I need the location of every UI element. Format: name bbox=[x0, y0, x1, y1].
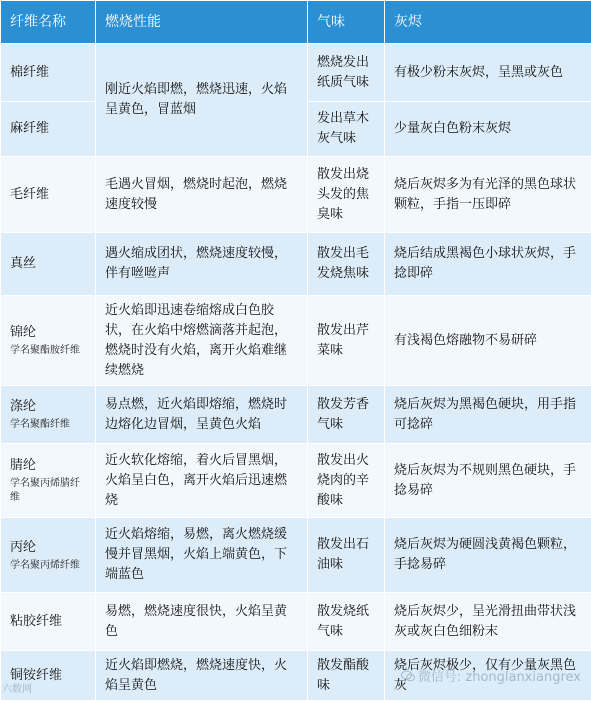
cell-name bbox=[1, 518, 96, 593]
cell-name bbox=[1, 296, 96, 386]
cell-ash: 烧后灰烬为不规则黑色硬块，手捻易碎 bbox=[385, 444, 591, 518]
fiber-name: 铜铵纤维 bbox=[10, 666, 86, 686]
cell-ash: 烧后灰烬为硬圆浅黄褐色颗粒，手捻易碎 bbox=[385, 518, 591, 593]
table-row-acrylic bbox=[1, 444, 591, 518]
header-row bbox=[1, 1, 591, 44]
header-name: 纤维名称 bbox=[1, 1, 96, 44]
cell-smell: 散发烧纸气味 bbox=[308, 593, 385, 651]
fiber-name: 涤纶 bbox=[10, 397, 86, 417]
table-row-wool bbox=[1, 157, 591, 233]
cell-smell: 散发出火烧肉的辛酸味 bbox=[308, 444, 385, 518]
fiber-scientific-name: 学名聚酯纤维 bbox=[10, 418, 86, 432]
cell-smell: 散发芳香气味 bbox=[308, 386, 385, 444]
cell-name bbox=[1, 593, 96, 651]
fiber-name: 棉纤维 bbox=[10, 63, 86, 83]
cell-name bbox=[1, 233, 96, 296]
cell-name bbox=[1, 44, 96, 102]
cell-ash: 少量灰白色粉末灰烬 bbox=[385, 102, 591, 157]
fiber-name: 毛纤维 bbox=[10, 185, 86, 205]
cell-ash: 烧后灰烬多为有光泽的黑色球状颗粒，手指一压即碎 bbox=[385, 157, 591, 233]
cell-name bbox=[1, 444, 96, 518]
cell-burning: 易点燃，近火焰即熔缩，燃烧时边熔化边冒烟，呈黄色火焰 bbox=[96, 386, 308, 444]
fiber-scientific-name: 学名聚酯胺纤维 bbox=[10, 344, 86, 358]
cell-name bbox=[1, 157, 96, 233]
header-smell: 气味 bbox=[308, 1, 385, 44]
cell-ash: 烧后灰烬少，呈光滑扭曲带状浅灰或灰白色细粉末 bbox=[385, 593, 591, 651]
watermark-text: 微信号: zhonglanxiangrex bbox=[418, 670, 581, 685]
cell-smell: 燃烧发出纸质气味 bbox=[308, 44, 385, 102]
fiber-name: 腈纶 bbox=[10, 456, 86, 476]
cell-smell: 散发酯酸味 bbox=[308, 651, 385, 701]
fiber-name: 麻纤维 bbox=[10, 119, 86, 139]
cell-smell: 散发出烧头发的焦臭味 bbox=[308, 157, 385, 233]
table-row-polyester bbox=[1, 386, 591, 444]
cell-ash: 有极少粉末灰烬，呈黑或灰色 bbox=[385, 44, 591, 102]
cell-burning: 近火焰即迅速卷缩熔成白色胶状，在火焰中熔燃滴落并起泡，燃烧时没有火焰，离开火焰难继续燃烧 bbox=[96, 296, 308, 386]
cell-name bbox=[1, 102, 96, 157]
fiber-scientific-name: 学名聚丙烯纤维 bbox=[10, 559, 86, 573]
cell-burning: 近火焰熔缩，易燃，离火燃烧缓慢并冒黑烟，火焰上端黄色，下端蓝色 bbox=[96, 518, 308, 593]
wechat-icon bbox=[401, 670, 415, 682]
cell-ash: 有浅褐色熔融物不易研碎 bbox=[385, 296, 591, 386]
table-row-viscose bbox=[1, 593, 591, 651]
cell-ash: 烧后结成黑褐色小球状灰烬，手捻即碎 bbox=[385, 233, 591, 296]
fiber-name: 丙纶 bbox=[10, 538, 86, 558]
cell-smell: 散发出芹菜味 bbox=[308, 296, 385, 386]
wechat-watermark bbox=[401, 666, 581, 685]
cell-ash: 烧后灰烬极少，仅有少量灰黑色灰 bbox=[385, 651, 591, 701]
cell-burning: 易燃，燃烧速度很快，火焰呈黄色 bbox=[96, 593, 308, 651]
fiber-name: 粘胶纤维 bbox=[10, 612, 86, 632]
fiber-name: 锦纶 bbox=[10, 323, 86, 343]
cell-burning: 毛遇火冒烟，燃烧时起泡，燃烧速度较慢 bbox=[96, 157, 308, 233]
cell-ash: 烧后灰烬为黑褐色硬块，用手指可捻碎 bbox=[385, 386, 591, 444]
cell-burning: 遇火缩成团状，燃烧速度较慢，伴有咝咝声 bbox=[96, 233, 308, 296]
cell-smell: 发出草木灰气味 bbox=[308, 102, 385, 157]
table-row-silk bbox=[1, 233, 591, 296]
cell-smell: 散发出毛发烧焦味 bbox=[308, 233, 385, 296]
cell-burning-shared: 刚近火焰即燃，燃烧迅速，火焰呈黄色，冒蓝烟 bbox=[96, 44, 308, 157]
fiber-scientific-name: 学名聚丙烯腈纤维 bbox=[10, 477, 86, 505]
cell-burning: 近火焰即燃烧，燃烧速度快，火焰呈黄色 bbox=[96, 651, 308, 701]
header-ash: 灰烬 bbox=[385, 1, 591, 44]
table-row-cotton bbox=[1, 44, 591, 102]
site-logo: 六数网 bbox=[2, 680, 32, 695]
cell-burning: 近火软化熔缩，着火后冒黑烟，火焰呈白色，离开火焰后迅速燃烧 bbox=[96, 444, 308, 518]
table-row-polypropylene bbox=[1, 518, 591, 593]
cell-name bbox=[1, 386, 96, 444]
header-burning: 燃烧性能 bbox=[96, 1, 308, 44]
cell-smell: 散发出石油味 bbox=[308, 518, 385, 593]
fiber-name: 真丝 bbox=[10, 254, 86, 274]
table-row-nylon bbox=[1, 296, 591, 386]
